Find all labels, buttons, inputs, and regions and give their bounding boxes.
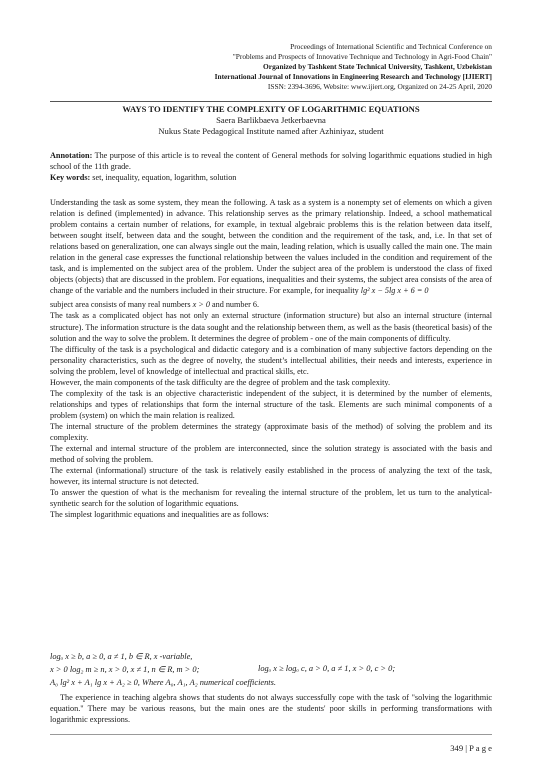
paper-title: WAYS TO IDENTIFY THE COMPLEXITY OF LOGARITHMIC EQUATIONS (122, 104, 420, 114)
formula-simplest-log: logₐ x ≥ b, a ≥ 0, a ≠ 1, b ∈ R, x -variable, (50, 652, 193, 661)
paragraph-1b-text: subject area consists of many real numbers (50, 300, 193, 310)
annotation-label: Annotation: (50, 151, 93, 160)
inequality-formula: lg² x − 5lg x + 6 = 0 (360, 286, 429, 296)
keywords-paragraph (50, 172, 492, 183)
author-name: Saera Barlikbaeva Jetkerbaevna (216, 115, 326, 125)
paragraph-1b-end: and number 6. (209, 300, 260, 310)
formula-log-compare: logₐ x ≥ logₐ c, a > 0, a ≠ 1, x > 0, c > 0; (258, 664, 396, 673)
abstract-block (50, 150, 492, 183)
paragraph-9: To answer the question of what is the mechanism for revealing the internal structure of the problem, let us turn to the analytical-synthetic search for the solution of logarithmic equations. (50, 488, 492, 509)
author-affiliation: Nukus State Pedagogical Institute named after Azhiniyaz, student (158, 126, 384, 136)
header-issn: ISSN: 2394-3696, Website: www.ijiert.org, Organized on 24-25 April, 2020 (267, 82, 492, 91)
footer-divider (50, 734, 492, 735)
paragraph-1 (50, 197, 492, 296)
closing-paragraph: The experience in teaching algebra shows that students do not always successfully cope with the task of "solving the logarithmic equation." There may be various reasons, but the main ones are the students' poor skills in performing transformations with logarithmic expressions. (50, 693, 492, 725)
header-journal: International Journal of Innovations in Engineering Research and Technology [IJIERT] (214, 72, 492, 81)
paragraph-6: The internal structure of the problem determines the strategy (approximate basis of the method) of solving the problem and its complexity. (50, 421, 492, 442)
paragraph-5: The complexity of the task is an objective characteristic independent of the subject, it is determined by the number of elements, relationships and types of relationships that form the internal structure of the task. Elements are such minimal components of a problem (system) on which the main relation is realized. (50, 388, 492, 420)
header-conference-title: "Problems and Prospects of Innovative Technique and Technology in Agri-Food Chain" (232, 52, 492, 61)
main-body (50, 197, 492, 520)
keywords-label: Key words: (50, 173, 91, 183)
header-organizer: Organized by Tashkent State Technical University, Tashkent, Uzbekistan (263, 62, 492, 71)
formula-row-2 (50, 664, 492, 675)
annotation-paragraph (50, 150, 492, 172)
paragraph-10: The simplest logarithmic equations and inequalities are as follows: (50, 510, 269, 520)
formula-log2: x > 0 log₂ m ≥ n, x > 0, x ≠ 1, n ∈ R, m > 0; (50, 665, 200, 674)
paragraph-4: However, the main components of the task difficulty are the degree of problem and the task complexity. (50, 377, 391, 387)
page-number: 349 | P a g e (450, 743, 492, 753)
paragraph-1b (50, 299, 492, 310)
formula-quadratic-log: A₀ lg² x + A₁ lg x + A₂ ≥ 0, Where A₀, A₁, A₂ numerical coefficients. (50, 678, 276, 687)
paragraph-1-text: Understanding the task as some system, they mean the following. A task as a system is a nonempty set of elements on which a given relation is defined (implemented) in advance. This relationship serves as the primary relationship. Indeed, a school mathematical problem contains a certain number of relations, for example, in textual algebraic problems this is the relation between data itself, between sought itself, between data and the sought, between the condition and the requirement of the task, and, i.e. In that set of relations based on generalization, one can always single out the main, leading relation, which is usually called the main one. The main relation in the general case expresses the functional relationship between the values included in the condition and requirement of the task, and is implemented on the subject area of the problem. Under the subject area of the problem is understood the class of fixed objects (objects) that are discussed in the problem. For equations, inequalities and their systems, the subject area consists of the area of change of the variable and the numbers included in their structure. For example, for inequality (50, 198, 492, 296)
header-divider (50, 101, 492, 102)
paragraph-7: The external and internal structure of the problem are interconnected, since the solution strategy is associated with the basis and method of solving the problem. (50, 444, 492, 465)
domain-formula: x > 0 (192, 300, 210, 310)
annotation-text: The purpose of this article is to reveal the content of General methods for solving logarithmic equations studied in high school of the 11th grade. (50, 151, 492, 172)
header-conference-line: Proceedings of International Scientific and Technical Conference on (290, 42, 492, 51)
paragraph-3: The difficulty of the task is a psychological and didactic category and is a combination of many subjective factors depending on the personality characteristics, such as the degree of novelty, the student’s intellectual abilities, their needs and interests, experience in solving the problem, level of knowledge of intellectual and practical skills, etc. (50, 344, 492, 376)
paragraph-8: The external (informational) structure of the task is relatively easily established in the process of analyzing the text of the task, however, its internal structure is not detected. (50, 466, 492, 487)
keywords-text: set, inequality, equation, logarithm, solution (90, 173, 237, 183)
paragraph-2: The task as a complicated object has not only an external structure (information structure) but also an internal structure (internal structure). The information structure is the data sought and the relationship between them, as well as the basis (theoretical basis) of the solution and the way to solve the problem. It determines the degree of problem - one of the main components of difficulty. (50, 311, 492, 343)
